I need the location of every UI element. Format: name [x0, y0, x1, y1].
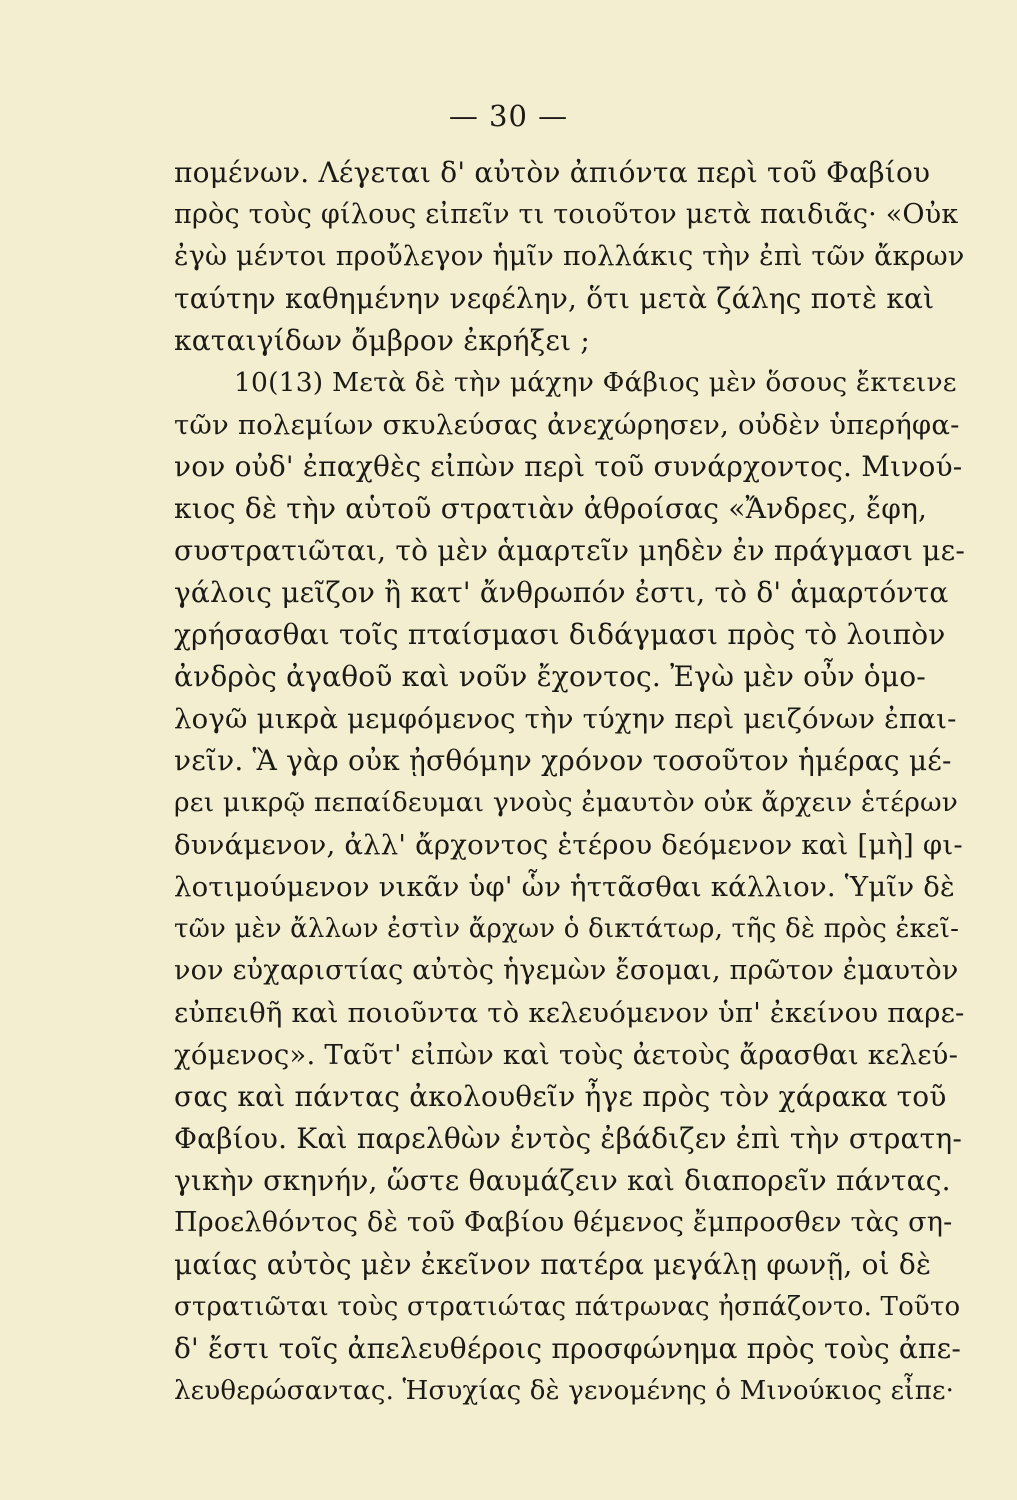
- text-line: εὐπειθῆ καὶ ποιοῦντα τὸ κελευόμενον ὑπ' ἐκείνου παρε-: [174, 997, 965, 1029]
- text-line: πρὸς τοὺς φίλους εἰπεῖν τι τοιοῦτον μετὰ παιδιᾶς· «Οὐκ: [174, 199, 959, 230]
- text-line: ἐγὼ μέντοι προὔλεγον ἡμῖν πολλάκις τὴν ἐπὶ τῶν ἄκρων: [174, 241, 965, 272]
- text-line: 10(13) Μετὰ δὲ τὴν μάχην Φάβιος μὲν ὅσους ἔκτεινε: [234, 367, 957, 398]
- text-line: γικὴν σκηνήν, ὥστε θαυμάζειν καὶ διαπορεῖν πάντας.: [174, 1164, 951, 1197]
- text-line: ἀνδρὸς ἀγαθοῦ καὶ νοῦν ἔχοντος. Ἐγὼ μὲν οὖν ὁμο-: [174, 660, 926, 693]
- text-line: νεῖν. Ἃ γὰρ οὐκ ᾐσθόμην χρόνον τοσοῦτον ἡμέρας μέ-: [174, 744, 952, 777]
- text-line: ρει μικρῷ πεπαίδευμαι γνοὺς ἐμαυτὸν οὐκ ἄρχειν ἑτέρων: [174, 787, 959, 818]
- text-line: κιος δὲ τὴν αὑτοῦ στρατιὰν ἀθροίσας «Ἄνδρες, ἔφη,: [174, 492, 928, 525]
- text-line: νον οὐδ' ἐπαχθὲς εἰπὼν περὶ τοῦ συνάρχοντος. Μινού-: [174, 450, 963, 483]
- text-line: σας καὶ πάντας ἀκολουθεῖν ἦγε πρὸς τὸν χάρακα τοῦ: [174, 1080, 947, 1113]
- text-line: χόμενος». Ταῦτ' εἰπὼν καὶ τοὺς ἀετοὺς ἄρασθαι κελεύ-: [174, 1039, 959, 1071]
- text-line: λευθερώσαντας. Ἡσυχίας δὲ γενομένης ὁ Μινούκιος εἶπε·: [174, 1376, 955, 1406]
- text-line: στρατιῶται τοὺς στρατιώτας πάτρωνας ἠσπάζοντο. Τοῦτο: [174, 1292, 961, 1322]
- text-line: πομένων. Λέγεται δ' αὐτὸν ἀπιόντα περὶ τοῦ Φαβίου: [174, 156, 931, 189]
- text-line: λοτιμούμενον νικᾶν ὑφ' ὧν ἡττᾶσθαι κάλλιον. Ὑμῖν δὲ: [174, 871, 955, 903]
- text-line: τῶν μὲν ἄλλων ἐστὶν ἄρχων ὁ δικτάτωρ, τῆς δὲ πρὸς ἐκεῖ-: [174, 914, 960, 944]
- text-line: Φαβίου. Καὶ παρελθὼν ἐντὸς ἐβάδιζεν ἐπὶ τὴν στρατη-: [174, 1122, 962, 1155]
- text-line: νον εὐχαριστίας αὐτὸς ἡγεμὼν ἔσομαι, πρῶτον ἐμαυτὸν: [174, 955, 959, 986]
- text-line: Προελθόντος δὲ τοῦ Φαβίου θέμενος ἔμπροσθεν τὰς ση-: [174, 1207, 953, 1238]
- text-line: χρήσασθαι τοῖς πταίσμασι διδάγμασι πρὸς τὸ λοιπὸν: [174, 618, 946, 651]
- text-line: μαίας αὐτὸς μὲν ἐκεῖνον πατέρα μεγάλῃ φωνῇ, οἱ δὲ: [174, 1248, 932, 1281]
- text-line: συστρατιῶται, τὸ μὲν ἁμαρτεῖν μηδὲν ἐν πράγμασι με-: [174, 534, 966, 567]
- text-line: καταιγίδων ὄμβρον ἐκρήξει ;: [174, 324, 590, 357]
- text-line: τῶν πολεμίων σκυλεύσας ἀνεχώρησεν, οὐδὲν ὑπερήφα-: [174, 409, 960, 441]
- text-line: δ' ἔστι τοῖς ἀπελευθέροις προσφώνημα πρὸς τοὺς ἀπε-: [174, 1332, 962, 1365]
- text-line: γάλοις μεῖζον ἢ κατ' ἄνθρωπόν ἐστι, τὸ δ' ἁμαρτόντα: [174, 576, 949, 609]
- text-line: λογῶ μικρὰ μεμφόμενος τὴν τύχην περὶ μειζόνων ἐπαι-: [174, 703, 957, 735]
- text-line: ταύτην καθημένην νεφέλην, ὅτι μετὰ ζάλης ποτὲ καὶ: [174, 282, 935, 315]
- page-number: — 30 —: [448, 99, 569, 133]
- text-line: δυνάμενον, ἀλλ' ἄρχοντος ἑτέρου δεόμενον καὶ [μὴ] φι-: [174, 829, 963, 861]
